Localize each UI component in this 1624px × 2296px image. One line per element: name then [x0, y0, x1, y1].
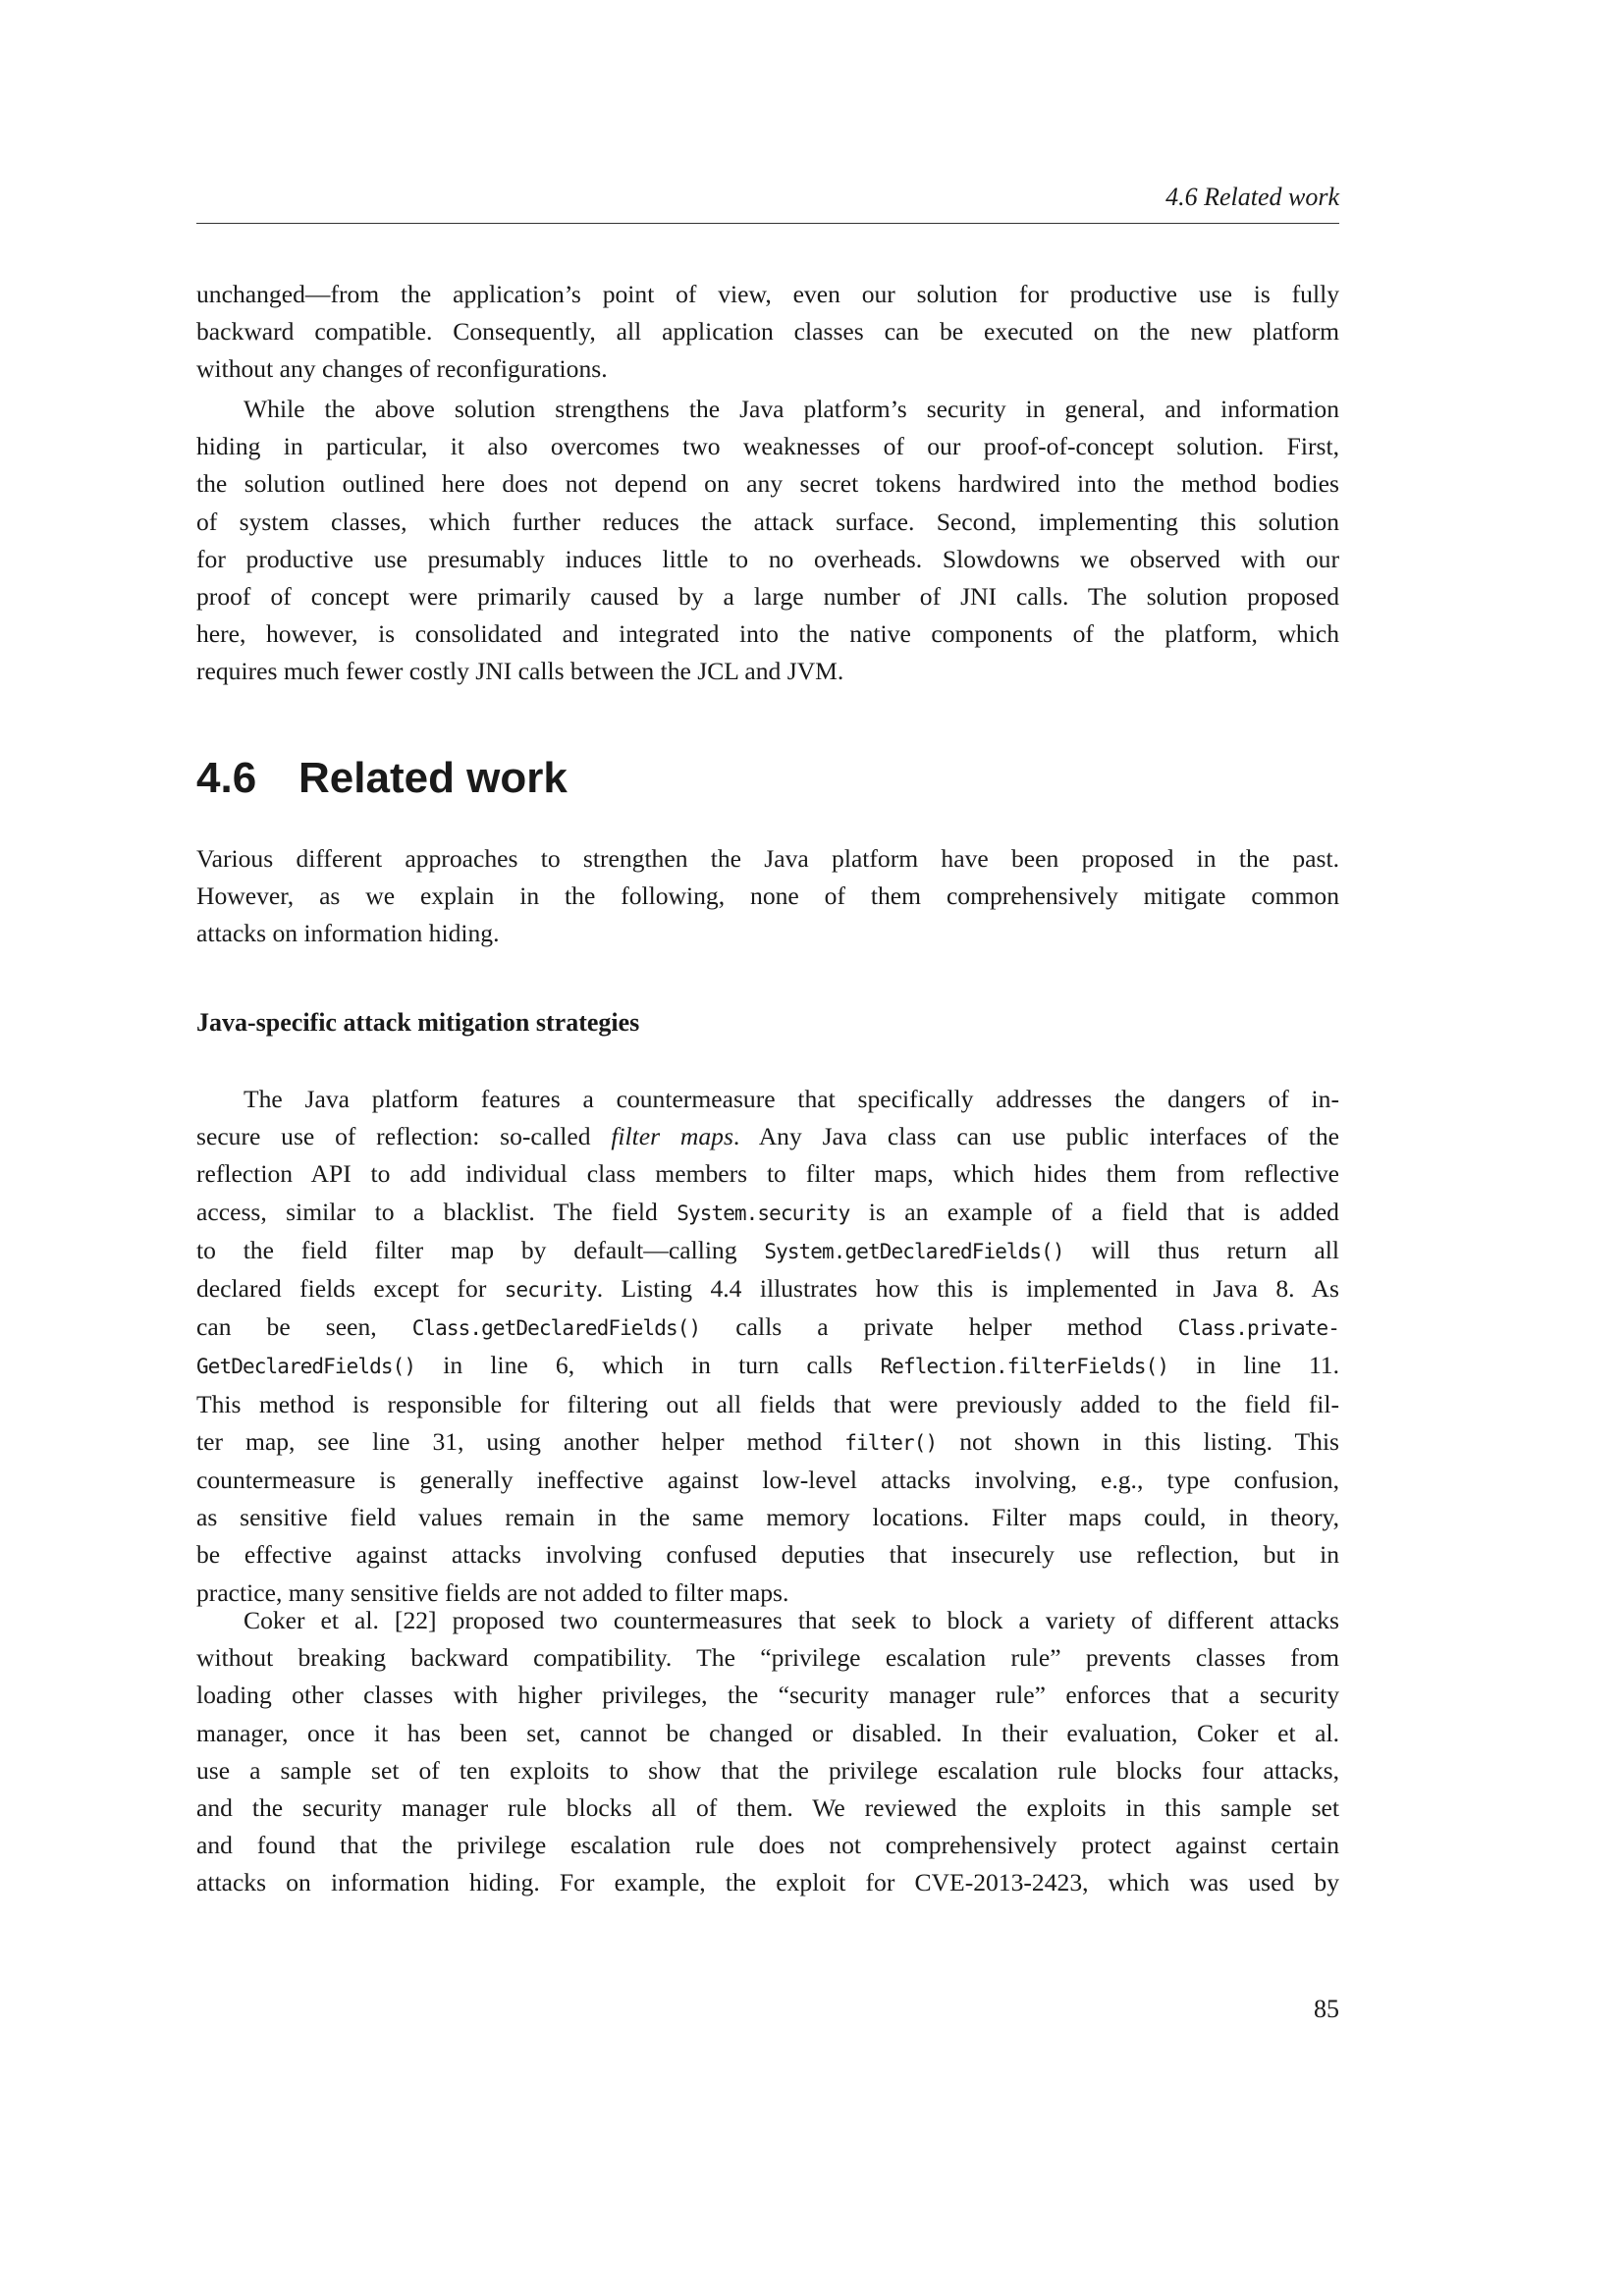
text-run: This method is responsible for filtering out all fields that were previously added to the field fil-	[196, 1389, 1339, 1418]
text-line	[196, 541, 1339, 578]
page-number: 85	[1314, 1995, 1339, 2023]
text-line	[196, 504, 1339, 541]
text-line	[196, 465, 1339, 503]
text-run: countermeasure is generally ineffective against low-level attacks involving, e.g., type confusion,	[196, 1466, 1339, 1495]
text-line	[196, 1232, 1339, 1270]
text-line	[196, 840, 1339, 878]
text-run: proof of concept were primarily caused by a large number of JNI calls. The solution proposed	[196, 582, 1339, 612]
text-run: unchanged—from the application’s point of view, even our solution for productive use is fully	[196, 280, 1339, 308]
text-run: without breaking backward compatibility. The “privilege escalation rule” prevents classes from	[196, 1643, 1339, 1673]
paragraph	[196, 840, 1339, 953]
text-run: here, however, is consolidated and integrated into the native components of the platform, which	[196, 619, 1339, 649]
text-line	[196, 1715, 1339, 1752]
paragraph	[196, 276, 1339, 389]
text-run: attacks on information hiding. For example, the exploit for CVE-2013-2423, which was used by	[196, 1868, 1339, 1897]
text-run: calls a private helper method	[700, 1312, 1178, 1342]
text-line	[196, 391, 1339, 428]
inline-code: filter()	[844, 1430, 938, 1455]
text-line	[196, 1308, 1339, 1347]
text-run: . Listing 4.4 illustrates how this is implemented in Java 8. As	[596, 1274, 1339, 1304]
inline-code: System.security	[677, 1201, 850, 1225]
text-line	[196, 1118, 1339, 1155]
text-line	[196, 578, 1339, 615]
text-run: access, similar to a blacklist. The field	[196, 1197, 677, 1226]
text-run: Coker et al. [22] proposed two countermeasures that seek to block a variety of different attacks	[244, 1606, 1339, 1634]
text-line	[196, 1827, 1339, 1864]
inline-code: Class.private-	[1177, 1316, 1339, 1341]
text-run: use a sample set of ten exploits to show that the privilege escalation rule blocks four attacks,	[196, 1755, 1339, 1785]
text-run: not shown in this listing. This	[937, 1426, 1340, 1456]
text-run: and the security manager rule blocks all of them. We reviewed the exploits in this sample set	[196, 1793, 1339, 1823]
inline-code: security	[504, 1278, 597, 1303]
text-line	[196, 276, 1339, 313]
text-run: Various different approaches to strengthen the Java platform have been proposed in the past.	[196, 844, 1339, 873]
text-run: declared fields except for	[196, 1274, 505, 1304]
text-run: secure use of reflection: so-called	[196, 1122, 612, 1151]
text-line	[196, 653, 1339, 690]
text-run: practice, many sensitive fields are not added to filter maps.	[196, 1577, 789, 1607]
text-line	[196, 1270, 1339, 1308]
text-line	[196, 1536, 1339, 1574]
emphasis-text: filter maps	[611, 1122, 733, 1151]
text-line	[196, 350, 1339, 388]
text-run: is an example of a field that is added	[849, 1197, 1339, 1226]
text-run: backward compatible. Consequently, all application classes can be executed on the new platform	[196, 317, 1339, 347]
text-run: for productive use presumably induces little to no overheads. Slowdowns we observed with our	[196, 544, 1339, 573]
text-run: be effective against attacks involving confused deputies that insecurely use reflection, but in	[196, 1540, 1339, 1570]
text-line	[196, 915, 1339, 952]
text-run: the solution outlined here does not depend on any secret tokens hardwired into the method bodies	[196, 469, 1339, 499]
text-run: The Java platform features a countermeasure that specifically addresses the dangers of in-	[244, 1085, 1339, 1113]
text-line	[196, 428, 1339, 465]
text-run: without any changes of reconfigurations.	[196, 354, 608, 384]
text-run: requires much fewer costly JNI calls between the JCL and JVM.	[196, 657, 844, 686]
paragraph	[196, 1081, 1339, 1612]
text-line	[196, 1789, 1339, 1827]
text-run: manager, once it has been set, cannot be changed or disabled. In their evaluation, Coker et al.	[196, 1718, 1339, 1747]
running-head: 4.6 Related work	[1165, 183, 1339, 211]
text-line	[196, 615, 1339, 653]
paragraph	[196, 391, 1339, 691]
subsection-heading: Java-specific attack mitigation strategies	[196, 1008, 640, 1037]
text-line	[196, 1081, 1339, 1118]
text-run: However, as we explain in the following, none of them comprehensively mitigate common	[196, 881, 1339, 911]
text-run: in line 6, which in turn calls	[415, 1351, 881, 1380]
inline-code: GetDeclaredFields()	[196, 1355, 416, 1379]
inline-code: Class.getDeclaredFields()	[411, 1316, 701, 1341]
text-line	[196, 1347, 1339, 1385]
inline-code: System.getDeclaredFields()	[764, 1239, 1064, 1263]
text-line	[196, 1462, 1339, 1499]
text-run: reflection API to add individual class members to filter maps, which hides them from reflective	[196, 1159, 1339, 1189]
text-line	[196, 1194, 1339, 1232]
text-line	[196, 1499, 1339, 1536]
text-run: While the above solution strengthens the Java platform’s security in general, and information	[244, 395, 1339, 423]
text-line	[196, 1677, 1339, 1714]
text-line	[196, 1639, 1339, 1677]
text-run: ter map, see line 31, using another helper method	[196, 1426, 845, 1456]
text-line	[196, 1386, 1339, 1423]
text-run: and found that the privilege escalation rule does not comprehensively protect against certain	[196, 1831, 1339, 1860]
text-line	[196, 1602, 1339, 1639]
header-rule	[196, 223, 1339, 224]
text-run: in line 11.	[1168, 1351, 1339, 1380]
text-line	[196, 1155, 1339, 1193]
text-run: hiding in particular, it also overcomes two weaknesses of our proof-of-concept solution. First,	[196, 432, 1339, 461]
section-number: 4.6	[196, 754, 257, 802]
inline-code: Reflection.filterFields()	[880, 1355, 1169, 1379]
text-line	[196, 313, 1339, 350]
text-run: attacks on information hiding.	[196, 919, 500, 948]
paragraph	[196, 1602, 1339, 1902]
text-run: loading other classes with higher privileges, the “security manager rule” enforces that a security	[196, 1681, 1339, 1710]
text-run: can be seen,	[196, 1312, 412, 1342]
section-heading	[196, 754, 568, 803]
text-run: of system classes, which further reduces the attack surface. Second, implementing this solution	[196, 507, 1339, 536]
text-line	[196, 1423, 1339, 1462]
text-run: . Any Java class can use public interfaces of the	[732, 1122, 1340, 1151]
section-title: Related work	[298, 754, 568, 802]
text-line	[196, 1752, 1339, 1789]
text-run: will thus return all	[1063, 1235, 1340, 1264]
text-run: to the field filter map by default—calling	[196, 1235, 765, 1264]
text-line	[196, 1864, 1339, 1901]
text-run: as sensitive field values remain in the same memory locations. Filter maps could, in theory,	[196, 1503, 1339, 1532]
text-line	[196, 878, 1339, 915]
